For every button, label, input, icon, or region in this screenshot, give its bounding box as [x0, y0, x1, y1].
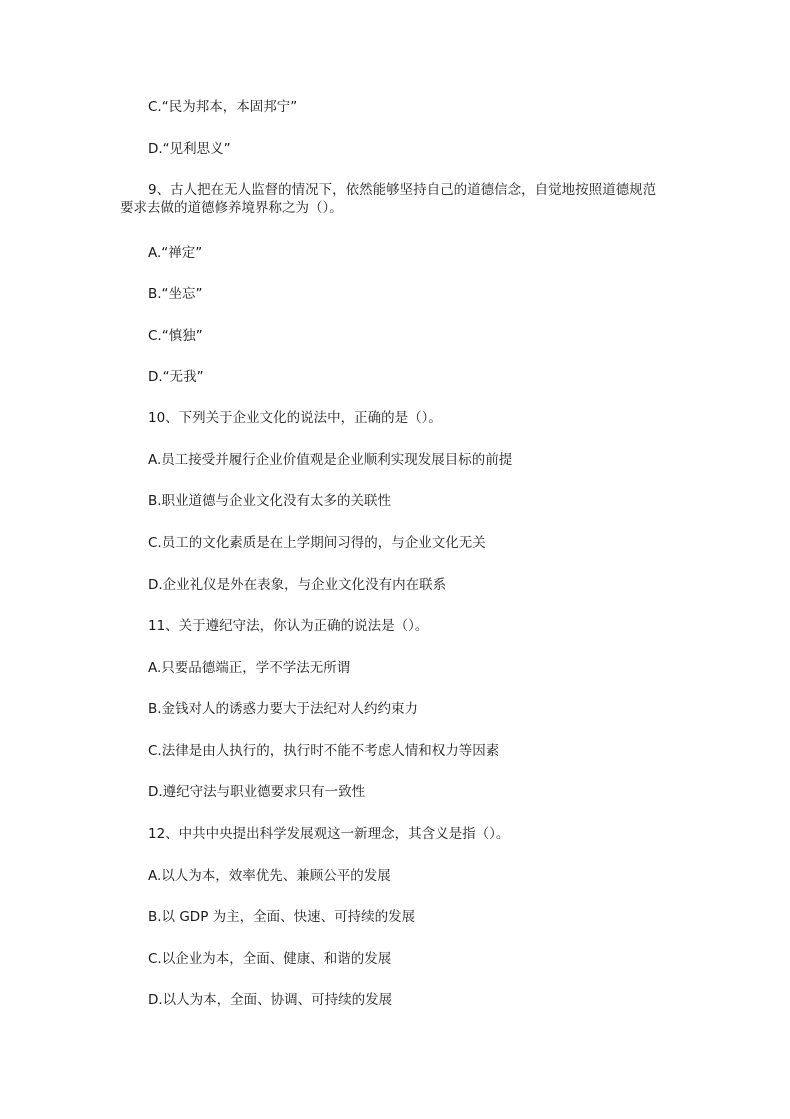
- option-10b: B.职业道德与企业文化没有太多的关联性: [148, 493, 392, 509]
- option-12a: A.以人为本，效率优先、兼顾公平的发展: [148, 868, 391, 884]
- option-12b: B.以 GDP 为主，全面、快速、可持续的发展: [148, 909, 416, 925]
- question-11: 11、关于遵纪守法，你认为正确的说法是（）。: [148, 618, 429, 634]
- option-11d: D.遵纪守法与职业德要求只有一致性: [148, 784, 366, 800]
- option-10c: C.员工的文化素质是在上学期间习得的，与企业文化无关: [148, 535, 486, 551]
- option-10a: A.员工接受并履行企业价值观是企业顺利实现发展目标的前提: [148, 452, 513, 468]
- question-12: 12、中共中央提出科学发展观这一新理念，其含义是指（）。: [148, 826, 510, 842]
- option-8d: D.“见利思义”: [148, 141, 231, 157]
- question-9: 9、古人把在无人监督的情况下，依然能够坚持自己的道德信念，自觉地按照道德规范要求去做的道德修养境界称之为（）。: [120, 182, 657, 216]
- option-12c: C.以企业为本，全面、健康、和谐的发展: [148, 951, 392, 967]
- option-12d: D.以人为本，全面、协调、可持续的发展: [148, 992, 393, 1008]
- option-11c: C.法律是由人执行的，执行时不能不考虑人情和权力等因素: [148, 743, 500, 759]
- option-10d: D.企业礼仪是外在表象，与企业文化没有内在联系: [148, 577, 447, 593]
- option-8c: C.“民为邦本，本固邦宁”: [148, 99, 298, 115]
- question-10: 10、下列关于企业文化的说法中，正确的是（）。: [148, 410, 442, 426]
- option-11b: B.金钱对人的诱惑力要大于法纪对人约约束力: [148, 701, 419, 717]
- option-11a: A.只要品德端正，学不学法无所谓: [148, 660, 351, 676]
- option-9c: C.“慎独”: [148, 328, 203, 344]
- option-9a: A.“禅定”: [148, 245, 203, 261]
- option-9d: D.“无我”: [148, 369, 204, 385]
- option-9b: B.“坐忘”: [148, 286, 203, 302]
